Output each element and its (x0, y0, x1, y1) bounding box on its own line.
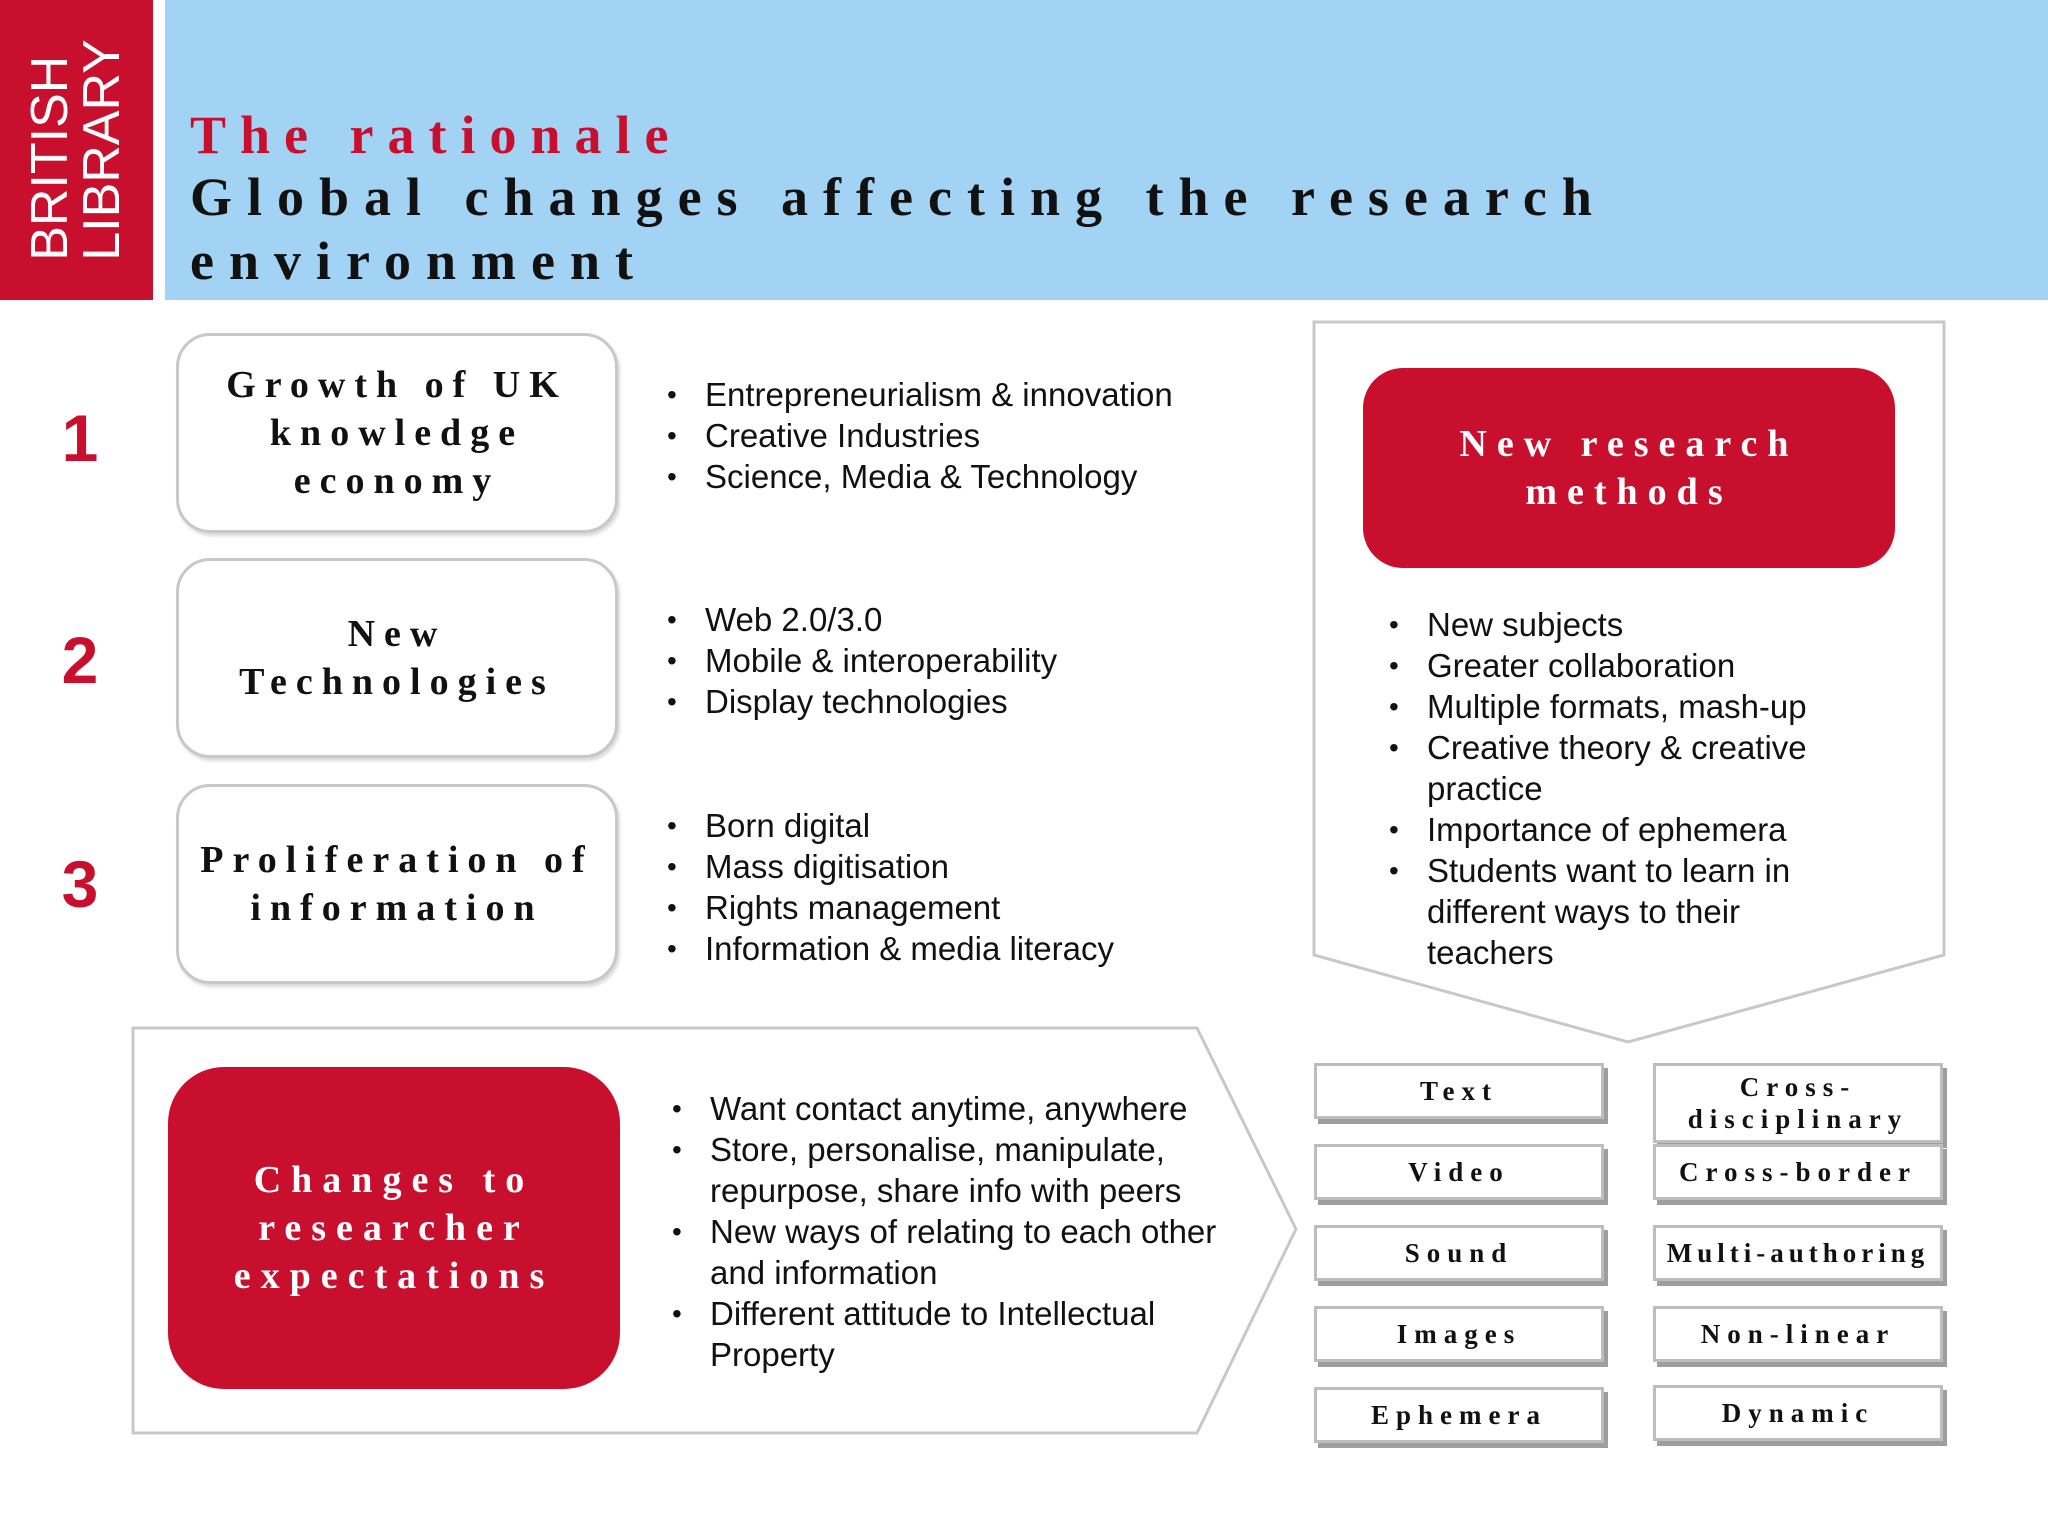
researcher-expectations-title: Changes to researcher expectations (233, 1159, 555, 1297)
list-item: • Store, personalise, manipulate, repurpose, share info with peers (670, 1129, 1230, 1211)
list-item: • Mass digitisation (665, 846, 1245, 887)
list-item: • Importance of ephemera (1387, 809, 1827, 850)
box-label: Proliferation of information (200, 839, 594, 929)
list-item: • Mobile & interoperability (665, 640, 1245, 681)
box-label: New Technologies (239, 613, 555, 703)
page-subtitle: Global changes affecting the research environment (190, 167, 1607, 291)
logo-text: BRITISH LIBRARY (21, 39, 131, 261)
list-item: • Greater collaboration (1387, 645, 1827, 686)
tag-ephemera: Ephemera (1314, 1387, 1604, 1443)
methods-bullets (1387, 604, 1827, 973)
list-item: • Web 2.0/3.0 (665, 599, 1245, 640)
tag-multi-authoring: Multi-authoring (1653, 1225, 1943, 1281)
row-2-bullets (665, 599, 1245, 722)
list-item: • Entrepreneurialism & innovation (665, 374, 1245, 415)
list-item: • Students want to learn in different ways to their teachers (1387, 850, 1827, 973)
new-research-methods-box (1363, 368, 1895, 568)
new-research-methods-title: New research methods (1459, 423, 1799, 513)
row-number-1: 1 (61, 401, 99, 475)
list-item: • Born digital (665, 805, 1245, 846)
row-1-bullets (665, 374, 1245, 497)
list-item: • Multiple formats, mash-up (1387, 686, 1827, 727)
tag-images: Images (1314, 1306, 1604, 1362)
box-proliferation-of-information (176, 784, 618, 984)
box-growth-uk-knowledge-economy (176, 333, 618, 533)
list-item: • Science, Media & Technology (665, 456, 1245, 497)
list-item: • Creative Industries (665, 415, 1245, 456)
tag-cross-border: Cross-border (1653, 1144, 1943, 1200)
row-3-bullets (665, 805, 1245, 969)
tag-dynamic: Dynamic (1653, 1385, 1943, 1441)
tag-non-linear: Non-linear (1653, 1306, 1943, 1362)
expectations-bullets (670, 1088, 1230, 1375)
row-number-3: 3 (61, 847, 99, 921)
box-new-technologies (176, 558, 618, 758)
row-number-2: 2 (61, 623, 99, 697)
tag-text: Text (1314, 1063, 1604, 1119)
researcher-expectations-box (168, 1067, 620, 1389)
tag-video: Video (1314, 1144, 1604, 1200)
tag-cross-disciplinary: Cross-disciplinary (1653, 1063, 1943, 1143)
list-item: • Different attitude to Intellectual Property (670, 1293, 1230, 1375)
list-item: • Information & media literacy (665, 928, 1245, 969)
list-item: • New subjects (1387, 604, 1827, 645)
tag-sound: Sound (1314, 1225, 1604, 1281)
list-item: • Display technologies (665, 681, 1245, 722)
box-label: Growth of UK knowledge economy (226, 364, 568, 502)
list-item: • Want contact anytime, anywhere (670, 1088, 1230, 1129)
list-item: • Rights management (665, 887, 1245, 928)
list-item: • Creative theory & creative practice (1387, 727, 1827, 809)
page-title: The rationale (190, 105, 683, 165)
list-item: • New ways of relating to each other and information (670, 1211, 1230, 1293)
